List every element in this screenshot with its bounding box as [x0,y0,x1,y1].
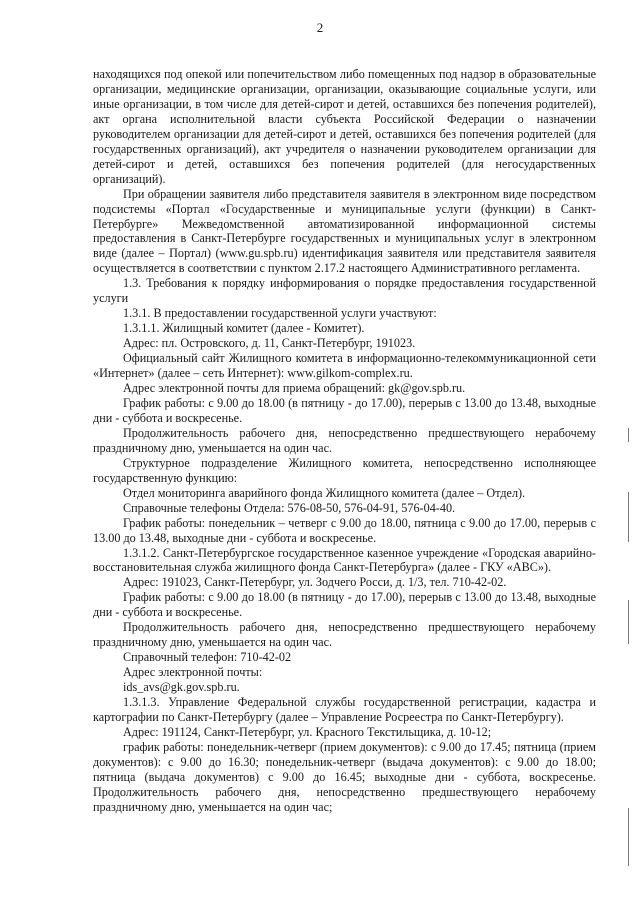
paragraph-department-phones: Справочные телефоны Отдела: 576-08-50, 576-04-91, 576-04-40. [123,500,456,515]
paragraph-rosreestr: 1.3.1.3. Управление Федеральной службы государственной регистрации, кадастра и картографии по Санкт-Петербургу (далее – Управление Росреестра по Санкт-Петербургу). [93,695,596,724]
paragraph-committee-address: Адрес: пл. Островского, д. 11, Санкт-Петербург, 191023. [123,336,416,351]
paragraph-monitoring-department: Отдел мониторинга аварийного фонда Жилищного комитета (далее – Отдел). [123,485,526,500]
paragraph-participants: 1.3.1. В предоставлении государственной услуги участвуют: [123,306,437,321]
paragraph-gku-schedule: График работы: с 9.00 до 18.00 (в пятницу - до 17.00), перерыв с 13.00 до 13.48, выходные дни - суббота и воскресенье. [93,590,596,620]
paragraph-committee-schedule: График работы: с 9.00 до 18.00 (в пятницу - до 17.00), перерыв с 13.00 до 13.48, выходные дни - суббота и воскресенье. [93,395,596,425]
paragraph-gku-phone: Справочный телефон: 710-42-02 [123,650,292,665]
paragraph-department-schedule: График работы: понедельник – четверг с 9.00 до 18.00, пятница с 9.00 до 17.00, перерыв с 13.00 до 13.48, выходные дни - суббота и воскресенье. [93,515,596,545]
paragraph-electronic-portal: При обращении заявителя либо представителя заявителя в электронном виде посредством подсистемы «Портал «Государственные и муниципальные услуги (функции) в Санкт-Петербурге» Межведомственной автоматизированной информационной системы предоставления в Санкт-Петербурге государственных и муниципальных услуг в электронном виде (далее – Портал) (www.gu.spb.ru) идентификация заявителя или представителя заявителя осуществляется в соответствии с пунктом 2.17.2 настоящего Административного регламента. [93,186,596,276]
paragraph-housing-committee: 1.3.1.1. Жилищный комитет (далее - Комитет). [123,321,365,336]
paragraph-gku-email: ids_avs@gk.gov.spb.ru. [123,680,240,695]
scan-artifact-line [628,428,629,442]
paragraph-guardianship-documents: находящихся под опекой или попечительством либо помещенных под надзор в образовательные организации, медицинские организации, организации, оказывающие социальные услуги, или иные организации, в том числе для детей-сирот и детей, оставшихся без попечения родителей), акт органа исполнительной власти субъекта Российской Федерации о назначении руководителем организации для детей-сирот и детей, оставшихся без попечения родителей (для государственных организаций), акт учредителя о назначении руководителем организации для детей-сирот и детей, оставшихся без попечения родителей (для негосударственных организаций). [93,67,596,186]
scan-artifact-line [628,492,629,542]
paragraph-gku-avs: 1.3.1.2. Санкт-Петербургское государственное казенное учреждение «Городская аварийно-восстановительная служба жилищного фонда Санкт-Петербурга» (далее - ГКУ «АВС»). [93,545,596,575]
paragraph-rosreestr-address: Адрес: 191124, Санкт-Петербург, ул. Красного Текстильщика, д. 10-12; [123,724,492,739]
section-heading-1-3: 1.3. Требования к порядку информирования о порядке предоставления государственной услуги [93,276,596,306]
paragraph-rosreestr-schedule: график работы: понедельник-четверг (прием документов): с 9.00 до 17.45; пятница (прием документов): с 9.00 до 16.30; понедельник-четверг (выдача документов): с 9.00 до 18.00; пятница (выдача документов) с 9.00 до 16.45; выходные дни - суббота, воскресенье. Продолжительность рабочего дня, непосредственно предшествующего нерабочему праздничному дню, уменьшается на один час; [93,739,596,814]
paragraph-structural-unit: Структурное подразделение Жилищного комитета, непосредственно исполняющее государственную функцию: [93,455,596,485]
paragraph-gku-address: Адрес: 191023, Санкт-Петербург, ул. Зодчего Росси, д. 1/3, тел. 710-42-02. [123,575,507,590]
paragraph-committee-website: Официальный сайт Жилищного комитета в информационно-телекоммуникационной сети «Интернет» (далее – сеть Интернет): www.gilkom-complex.ru. [93,351,596,381]
paragraph-committee-email: Адрес электронной почты для приема обращений: gk@gov.spb.ru. [123,381,466,396]
paragraph-gku-email-label: Адрес электронной почты: [123,665,263,680]
document-body [93,67,596,815]
paragraph-gku-preholiday: Продолжительность рабочего дня, непосредственно предшествующего нерабочему праздничному дню, уменьшается на один час. [93,620,596,650]
paragraph-committee-preholiday: Продолжительность рабочего дня, непосредственно предшествующего нерабочему праздничному дню, уменьшается на один час. [93,425,596,455]
page-number: 2 [316,20,324,35]
scan-artifact-line [628,600,629,644]
scan-artifact-line [628,808,629,866]
